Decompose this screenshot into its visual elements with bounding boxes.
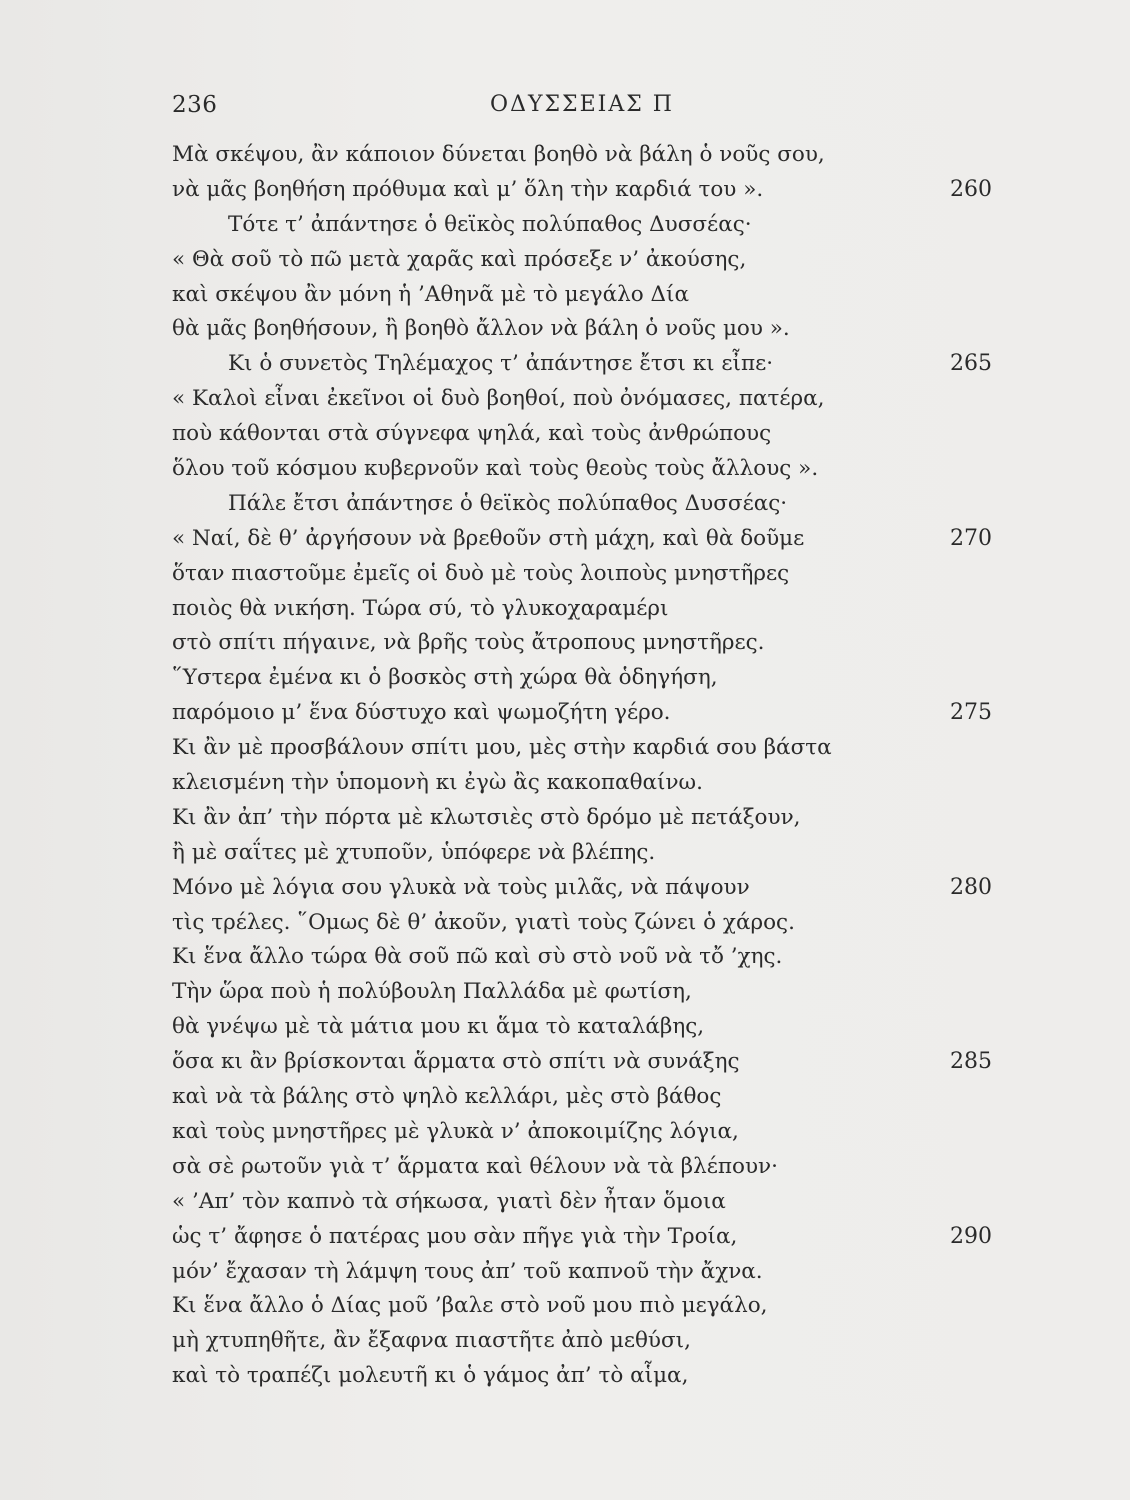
verse-text: μὴ χτυπηθῆτε, ἂν ἔξαφνα πιαστῆτε ἀπὸ μεθύσι,	[172, 1328, 691, 1354]
verse-text: ὡς τ’ ἄφησε ὁ πατέρας μου σὰν πῆγε γιὰ τὴν Τροία,	[172, 1223, 738, 1249]
verse-text: « Καλοὶ εἶναι ἐκεῖνοι οἱ δυὸ βοηθοί, ποὺ ὀνόμασες, πατέρα,	[172, 386, 825, 412]
verse-text: καὶ σκέψου ἂν μόνη ἡ ’Αθηνᾶ μὲ τὸ μεγάλο Δία	[172, 281, 690, 307]
verse-line	[172, 487, 992, 522]
verse-line	[172, 1220, 992, 1255]
verse-text: ὅσα κι ἂν βρίσκονται ἅρματα στὸ σπίτι νὰ συνάξης	[172, 1049, 740, 1075]
verse-text: « ’Απ’ τὸν καπνὸ τὰ σήκωσα, γιατὶ δὲν ἦταν ὅμοια	[172, 1188, 726, 1214]
verse-line	[172, 1080, 992, 1115]
verse-line	[172, 452, 992, 487]
verse-text: ὅταν πιαστοῦμε ἐμεῖς οἱ δυὸ μὲ τοὺς λοιποὺς μνηστῆρες	[172, 560, 790, 586]
verse-text: Κι ἕνα ἄλλο τώρα θὰ σοῦ πῶ καὶ σὺ στὸ νοῦ νὰ τὄ ’χης.	[172, 944, 783, 970]
verse-text: καὶ τοὺς μνηστῆρες μὲ γλυκὰ ν’ ἀποκοιμίζης λόγια,	[172, 1118, 739, 1144]
line-number: 285	[950, 1049, 992, 1075]
verse-line	[172, 347, 992, 382]
running-title: ΟΔΥΣΣΕΙΑΣ Π	[490, 92, 674, 117]
verse-text: παρόμοιο μ’ ἕνα δύστυχο καὶ ψωμοζήτη γέρο.	[172, 700, 671, 726]
verse-line	[172, 940, 992, 975]
verse-line	[172, 173, 992, 208]
verse-text: τὶς τρέλες. ῞Ομως δὲ θ’ ἀκοῦν, γιατὶ τοὺς ζώνει ὁ χάρος.	[172, 909, 795, 935]
verse-line	[172, 312, 992, 347]
verse-line	[172, 906, 992, 941]
verse-text: « Θὰ σοῦ τὸ πῶ μετὰ χαρᾶς καὶ πρόσεξε ν’ ἀκούσης,	[172, 246, 747, 272]
verse-line	[172, 417, 992, 452]
verse-text: « Ναί, δὲ θ’ ἀργήσουν νὰ βρεθοῦν στὴ μάχη, καὶ θὰ δοῦμε	[172, 525, 805, 551]
verse-text: μόν’ ἔχασαν τὴ λάμψη τους ἀπ’ τοῦ καπνοῦ τὴν ἄχνα.	[172, 1258, 763, 1284]
line-number: 290	[950, 1223, 992, 1249]
verse-text: καὶ τὸ τραπέζι μολευτῆ κι ὁ γάμος ἀπ’ τὸ αἷμα,	[172, 1363, 689, 1389]
verse-text: Κι ἂν ἀπ’ τὴν πόρτα μὲ κλωτσιὲς στὸ δρόμο μὲ πετάξουν,	[172, 804, 801, 830]
verse-text: Μόνο μὲ λόγια σου γλυκὰ νὰ τοὺς μιλᾶς, νὰ πάψουν	[172, 874, 750, 900]
verse-text: κλεισμένη τὴν ὑπομονὴ κι ἐγὼ ἂς κακοπαθαίνω.	[172, 770, 703, 796]
verse-line	[172, 592, 992, 627]
verse-text: Πάλε ἔτσι ἀπάντησε ὁ θεϊκὸς πολύπαθος Δυσσέας·	[228, 490, 788, 516]
line-number: 270	[950, 525, 992, 551]
line-number: 280	[950, 874, 992, 900]
verse-line	[172, 1010, 992, 1045]
verse-line	[172, 1185, 992, 1220]
verse-line	[172, 382, 992, 417]
verse-line	[172, 731, 992, 766]
verse-line	[172, 1115, 992, 1150]
verse-line	[172, 696, 992, 731]
line-number: 275	[950, 700, 992, 726]
verse-line	[172, 1045, 992, 1080]
verse-line	[172, 278, 992, 313]
verse-line	[172, 871, 992, 906]
verse-line	[172, 766, 992, 801]
verse-text: Κι ἕνα ἄλλο ὁ Δίας μοῦ ’βαλε στὸ νοῦ μου πιὸ μεγάλο,	[172, 1293, 768, 1319]
verse-text: Τὴν ὥρα ποὺ ἡ πολύβουλη Παλλάδα μὲ φωτίση,	[172, 979, 692, 1005]
verse-line	[172, 243, 992, 278]
line-number: 260	[950, 176, 992, 202]
verse-line	[172, 801, 992, 836]
verse-text: Μὰ σκέψου, ἂν κάποιον δύνεται βοηθὸ νὰ βάλη ὁ νοῦς σου,	[172, 142, 825, 167]
verse-text: Κι ἂν μὲ προσβάλουν σπίτι μου, μὲς στὴν καρδιά σου βάστα	[172, 735, 832, 761]
verse-line	[172, 1324, 992, 1359]
verse-line	[172, 557, 992, 592]
verse-line	[172, 1359, 992, 1394]
verse-line	[172, 208, 992, 243]
verse-text: ποιὸς θὰ νικήση. Τώρα σύ, τὸ γλυκοχαραμέρι	[172, 595, 669, 621]
verse-text: Κι ὁ συνετὸς Τηλέμαχος τ’ ἀπάντησε ἔτσι κι εἶπε·	[228, 351, 774, 377]
verse-text: καὶ νὰ τὰ βάλης στὸ ψηλὸ κελλάρι, μὲς στὸ βάθος	[172, 1084, 722, 1110]
line-number: 265	[950, 351, 992, 377]
verse-line	[172, 661, 992, 696]
verse-text: Τότε τ’ ἀπάντησε ὁ θεϊκὸς πολύπαθος Δυσσέας·	[228, 211, 752, 237]
verse-text: θὰ γνέψω μὲ τὰ μάτια μου κι ἅμα τὸ καταλάβης,	[172, 1014, 705, 1040]
verse-text: ποὺ κάθονται στὰ σύγνεφα ψηλά, καὶ τοὺς ἀνθρώπους	[172, 421, 772, 447]
page-header	[172, 92, 992, 132]
verse-list	[172, 138, 992, 1394]
verse-line	[172, 1150, 992, 1185]
verse-line	[172, 975, 992, 1010]
verse-text: θὰ μᾶς βοηθήσουν, ἢ βοηθὸ ἄλλον νὰ βάλη ὁ νοῦς μου ».	[172, 316, 790, 342]
verse-text: ἢ μὲ σαΐτες μὲ χτυποῦν, ὑπόφερε νὰ βλέπης.	[172, 839, 656, 865]
verse-line	[172, 138, 992, 173]
verse-line	[172, 1255, 992, 1290]
verse-line	[172, 626, 992, 661]
verse-text: στὸ σπίτι πήγαινε, νὰ βρῆς τοὺς ἄτροπους μνηστῆρες.	[172, 630, 765, 656]
verse-line	[172, 836, 992, 871]
verse-text: ῞Υστερα ἐμένα κι ὁ βοσκὸς στὴ χώρα θὰ ὁδηγήση,	[172, 665, 718, 691]
verse-line	[172, 522, 992, 557]
verse-line	[172, 1289, 992, 1324]
page-number: 236	[172, 92, 218, 118]
verse-text: σὰ σὲ ρωτοῦν γιὰ τ’ ἅρματα καὶ θέλουν νὰ τὰ βλέπουν·	[172, 1153, 778, 1179]
verse-text: νὰ μᾶς βοηθήση πρόθυμα καὶ μ’ ὅλη τὴν καρδιά του ».	[172, 176, 764, 202]
verse-text: ὅλου τοῦ κόσμου κυβερνοῦν καὶ τοὺς θεοὺς τοὺς ἄλλους ».	[172, 456, 819, 482]
